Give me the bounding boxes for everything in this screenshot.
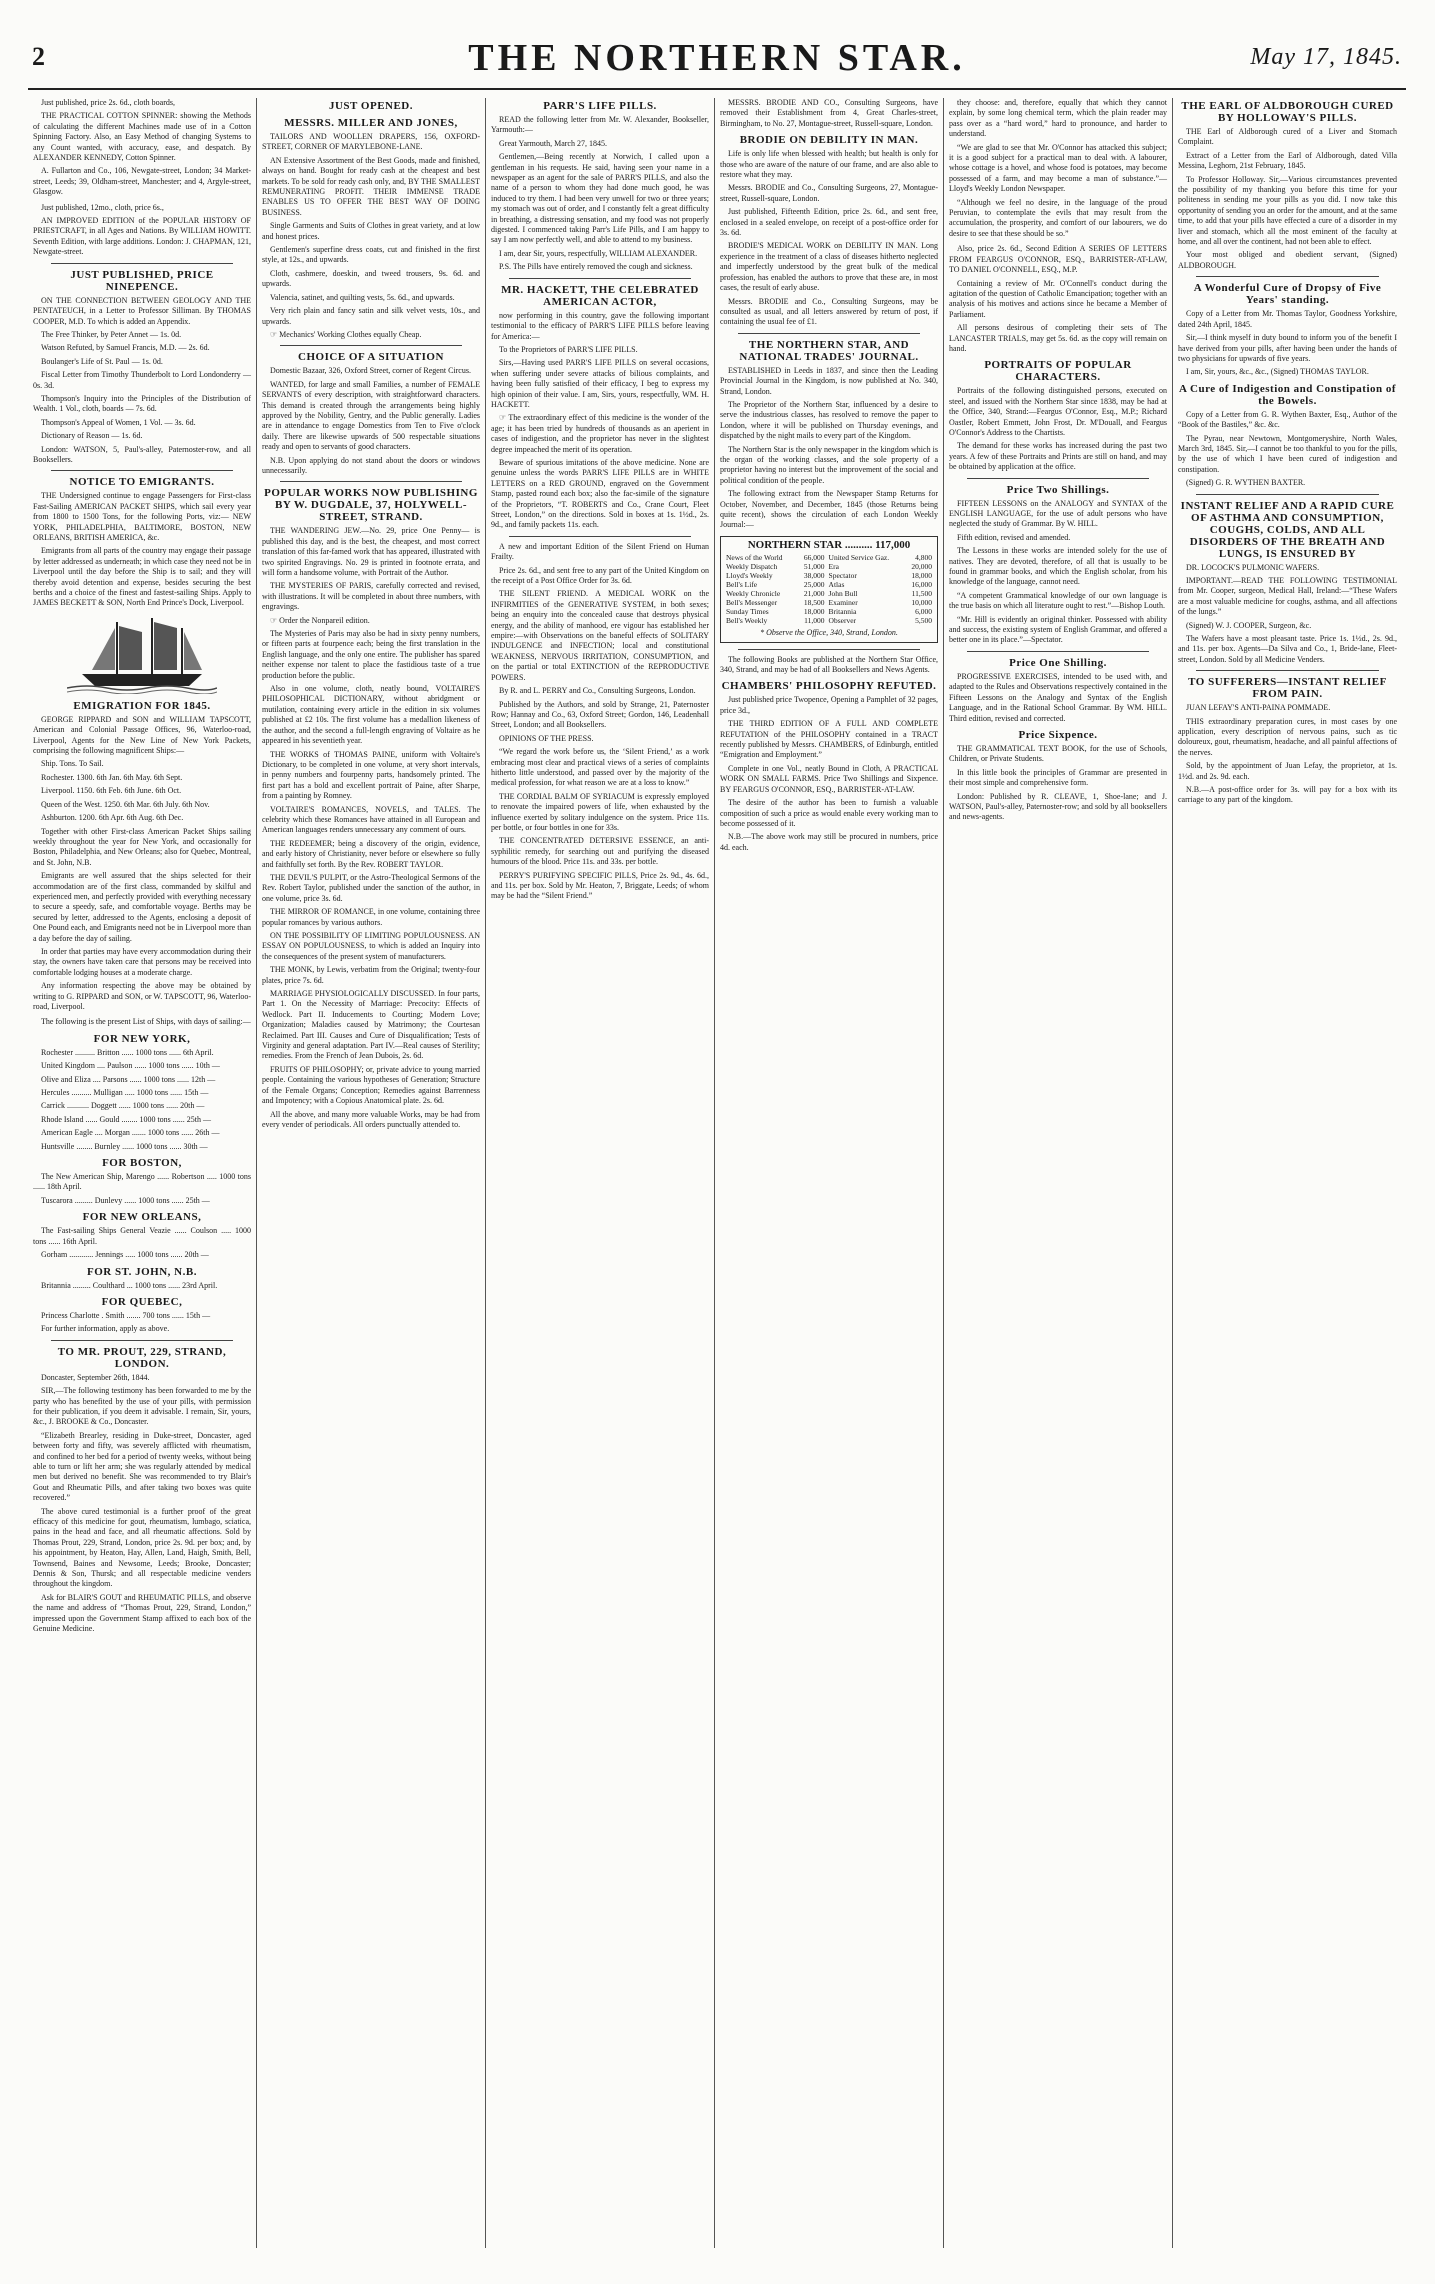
ad-paragraph: The Proprietor of the Northern Star, influenced by a desire to serve the industrious classes, has resolved to remove the paper to London, where it will be published on Thursday evenings, and dispatched by the night mails to every part of the Kingdom. bbox=[720, 399, 938, 441]
ad-paragraph: OPINIONS OF THE PRESS. bbox=[499, 733, 594, 743]
column-5 bbox=[944, 98, 1173, 2248]
ad-paragraph: FIFTEEN LESSONS on the ANALOGY and SYNTAX of the ENGLISH LANGUAGE, for the use of adult persons who have neglected the study of Grammar. By W. HILL. bbox=[949, 498, 1167, 529]
ad-heading: FOR ST. JOHN, N.B. bbox=[87, 1265, 197, 1278]
advertisement bbox=[491, 542, 709, 902]
ad-paragraph: “Mr. Hill is evidently an original thinker. Possessed with ability and success, the existing system of English Grammar, and offered a better one in its place.”—Spectator. bbox=[949, 614, 1167, 645]
ad-paragraph: Portraits of the following distinguished persons, executed on steel, and issued with the Northern Star since 1838, may be had at the Office, 340, Strand:—Feargus O'Connor, Esq., M.P.; Richard Oastler, Robert Emmett, John Frost, Dr. M'Douall, and Feargus O'Connor's Address to the Chartists. bbox=[949, 386, 1167, 437]
column-divider bbox=[51, 470, 233, 471]
ad-paragraph: Life is only life when blessed with health; but health is only for those who are aware of the nature of our frame, and are also able to restore what they may. bbox=[720, 149, 938, 180]
ad-paragraph: THIS extraordinary preparation cures, in most cases by one application, every description of nervous pains, such as tic doloureux, gout, rheumatism, headache, and all painful affections of the nerves. bbox=[1178, 716, 1397, 757]
ad-paragraph: To Professor Holloway. Sir,—Various circumstances prevented the possibility of my thanking you before this time for your politeness in sending me your pills as you did. I now take this opportunity of sending you an order for the amount, and at the same time, to add that your pills have effected a cure of a disorder in my liver and stomach, which all the most eminent of the faculty at home, and all over the continent, had not been able to effect. bbox=[1178, 174, 1397, 247]
ad-paragraph: The Northern Star is the only newspaper in the kingdom which is the organ of the working classes, and the sole property of a proprietor having no interest but the improvement of the social and political condition of the people. bbox=[720, 444, 938, 485]
ad-paragraph: Tuscarora ......... Dunlevy ...... 1000 tons ...... 25th — bbox=[41, 1195, 210, 1205]
ad-paragraph: N.B. Upon applying do not stand about the doors or windows unnecessarily. bbox=[262, 455, 480, 475]
ad-paragraph: Ship. Tons. To Sail. bbox=[41, 759, 104, 769]
ad-paragraph: Rhode Island ...... Gould ........ 1000 tons ...... 25th — bbox=[41, 1114, 211, 1124]
ad-paragraph: The New American Ship, Marengo ...... Robertson ..... 1000 tons ...... 18th April. bbox=[33, 1172, 251, 1192]
ad-heading: CHAMBERS' PHILOSOPHY REFUTED. bbox=[721, 680, 937, 693]
circulation-count: 18,000 bbox=[911, 571, 932, 581]
circulation-table bbox=[724, 553, 934, 625]
table-row bbox=[724, 616, 934, 625]
advertisement bbox=[1178, 282, 1397, 377]
ad-paragraph: ☞ Mechanics' Working Clothes equally Cheap. bbox=[270, 329, 422, 339]
paper-name: Sunday Times bbox=[726, 607, 769, 617]
circulation-count: 51,000 bbox=[803, 562, 825, 572]
advertisement bbox=[949, 98, 1167, 239]
column-2 bbox=[257, 98, 486, 2248]
column-divider bbox=[509, 278, 691, 279]
advertisement bbox=[491, 100, 709, 273]
table-row bbox=[724, 598, 934, 607]
circulation-count: 20,000 bbox=[911, 562, 932, 572]
paper-name: Observer bbox=[828, 616, 857, 626]
ad-paragraph: Messrs. BRODIE and Co., Consulting Surgeons, 27, Montague-street, Russell-square, London. bbox=[720, 183, 938, 203]
ad-paragraph: SIR,—The following testimony has been forwarded to me by the party who has benefited by the use of your pills, with permission for their publication, if you deem it advisable. I remain, Sir, yours, &c., J. BROOKE & Co., Doncaster. bbox=[33, 1386, 251, 1427]
advertisement bbox=[949, 729, 1167, 823]
advertisement bbox=[1178, 676, 1397, 806]
circulation-count: 18,500 bbox=[803, 598, 825, 608]
circulation-count: 11,000 bbox=[804, 616, 825, 626]
ad-paragraph: Messrs. BRODIE and Co., Consulting Surgeons, may be consulted as usual, and all letters answered by return of post, if containing the usual fee of £1. bbox=[720, 296, 938, 327]
ad-paragraph: Carrick ........... Doggett ...... 1000 tons ...... 20th — bbox=[41, 1101, 205, 1111]
paper-name: Atlas bbox=[828, 580, 845, 590]
ad-paragraph: Gentlemen's superfine dress coats, cut and finished in the first style, at 12s., and upwards. bbox=[262, 245, 480, 265]
ad-paragraph: In this little book the principles of Grammar are presented in their most simple and comprehensive form. bbox=[949, 767, 1167, 788]
circulation-count: 18,000 bbox=[803, 607, 825, 617]
ad-heading: A Cure of Indigestion and Constipation of the Bowels. bbox=[1178, 382, 1397, 407]
ad-paragraph: Hercules .......... Mulligan ..... 1000 tons ...... 15th — bbox=[41, 1088, 209, 1098]
ad-paragraph: Any information respecting the above may be obtained by writing to G. RIPPARD and SON, or W. TAPSCOTT, 96, Waterloo-road, Liverpool. bbox=[33, 981, 251, 1011]
advertisement bbox=[33, 700, 251, 1013]
ad-paragraph: Just published, price 2s. 6d., cloth boards, bbox=[41, 98, 175, 107]
ad-paragraph: P.S. The Pills have entirely removed the cough and sickness. bbox=[499, 262, 693, 272]
advertisement bbox=[1178, 383, 1397, 489]
ad-paragraph: ON THE POSSIBILITY OF LIMITING POPULOUSNESS. AN ESSAY ON POPULOUSNESS, to which is added an Inquiry into the consequences of the present system of manufacturers. bbox=[262, 931, 480, 961]
ad-paragraph: A new and important Edition of the Silent Friend on Human Frailty. bbox=[491, 541, 709, 562]
ad-heading: PORTRAITS OF POPULAR CHARACTERS. bbox=[984, 359, 1132, 384]
ad-paragraph: MARRIAGE PHYSIOLOGICALLY DISCUSSED. In four parts, Part 1. On the Necessity of Marriage: Precocity: Effects of Wedlock. Part II. Inducements to Courting; Modern Love; Organization; Maladies caused by Matrimony; the Courtesan Reclaimed. Part III. Causes and Cure of Disqualification; Tests of Virginity and general adaptation. Part IV.—Real causes of Sterility; remedies. From the French of Jean Dubois, 2s. 6d. bbox=[262, 989, 480, 1061]
ad-paragraph: The following extract from the Newspaper Stamp Returns for October, November, and December, 1845 (those Returns being quite recent), shows the circulation of each London Weekly Journal:— bbox=[720, 489, 938, 530]
ad-paragraph: Huntsville ........ Burnley ...... 1000 tons ...... 30th — bbox=[41, 1141, 208, 1151]
column-divider bbox=[509, 536, 691, 537]
ad-heading: MESSRS. MILLER AND JONES, bbox=[284, 117, 458, 129]
ad-paragraph: Also in one volume, cloth, neatly bound, VOLTAIRE'S PHILOSOPHICAL DICTIONARY, without abridgment or mutilation, containing every article in the edition in six volumes published at £2 10s. The first volume has a medallion likeness of the author, and the second a full-length engraving of Voltaire as he appeared in his seventieth year. bbox=[262, 684, 480, 746]
advertisement bbox=[33, 269, 251, 466]
paper-name: Weekly Chronicle bbox=[726, 589, 781, 599]
advertisement bbox=[491, 284, 709, 531]
ad-paragraph: Britannia ......... Coulthard ... 1000 tons ...... 23rd April. bbox=[41, 1280, 218, 1290]
ad-paragraph: THE CONCENTRATED DETERSIVE ESSENCE, an anti-syphilitic remedy, for searching out and purifying the diseased humours of the blood. Price 11s. and 33s. per bottle. bbox=[491, 836, 709, 867]
ad-paragraph: The Lessons in these works are intended solely for the use of natives. They are devoted, therefore, of all that is usually to be found in grammar books, and which the English scholar, from his knowledge of the language, cannot need. bbox=[949, 546, 1167, 587]
ad-paragraph: Gentlemen,—Being recently at Norwich, I called upon a gentleman in his requests. He said, having seen your name in a newspaper as an agent for the sale of PARR'S PILLS, and also the name of a person to whom they had done much good, he was induced to try them. I had been very unwell for two or three years; my stomach was out of order, and I constantly felt a great difficulty in breathing, a distressing sensation, and my food was not properly digested. I commenced taking Parr's Life Pills, and I am happy to say I am now perfectly well, and able to attend to my business. bbox=[491, 152, 709, 245]
ad-heading: NOTICE TO EMIGRANTS. bbox=[69, 476, 215, 489]
ad-heading: FOR NEW YORK, bbox=[93, 1032, 191, 1045]
ad-paragraph: THE Earl of Aldborough cured of a Liver and Stomach Complaint. bbox=[1178, 127, 1397, 147]
column-4 bbox=[715, 98, 944, 2248]
ad-paragraph: Domestic Bazaar, 326, Oxford Street, corner of Regent Circus. bbox=[270, 366, 471, 376]
ad-paragraph: THE WORKS of THOMAS PAINE, uniform with Voltaire's Dictionary, to be completed in one volume, at very short intervals, in penny numbers and fourpenny parts, handsomely printed. The first part has a bold and excellent portrait of Paine, after Sharpe, from a painting by Romney. bbox=[262, 749, 480, 801]
ad-paragraph: N.B.—The above work may still be procured in numbers, price 4d. each. bbox=[720, 832, 938, 852]
ad-heading: POPULAR WORKS NOW PUBLISHING BY W. DUGDALE, 37, HOLYWELL-STREET, STRAND. bbox=[264, 487, 478, 524]
paper-name: Era bbox=[828, 562, 839, 572]
paper-name: John Bull bbox=[828, 589, 858, 599]
ad-paragraph: Doncaster, September 26th, 1844. bbox=[41, 1372, 150, 1382]
ad-heading: A Wonderful Cure of Dropsy of Five Years' standing. bbox=[1193, 282, 1382, 307]
ad-paragraph: THE WANDERING JEW.—No. 29, price One Penny— is published this day, and is the best, the cheapest, and most correct translation of this far-famed work that has appeared, illustrated with two spirited Engravings. No. 29 is printed in footnote errata, and will form a handsome volume, with Portrait of the Author. bbox=[262, 526, 480, 577]
ad-paragraph: THE DEVIL'S PULPIT, or the Astro-Theological Sermons of the Rev. Robert Taylor, published under the sanction of the author, in one volume, price 3s. 6d. bbox=[262, 872, 480, 903]
ad-paragraph: THE MYSTERIES OF PARIS, carefully corrected and revised, with illustrations. It will be completed in about three numbers, with engravings. bbox=[262, 581, 480, 612]
ad-paragraph: “A competent Grammatical knowledge of our own language is the true basis on which all literature ought to rest.”—Bishop Louth. bbox=[949, 590, 1167, 611]
ad-paragraph: Extract of a Letter from the Earl of Aldborough, dated Villa Messina, Leghorn, 21st February, 1845. bbox=[1178, 150, 1397, 171]
paper-name: Bell's Messenger bbox=[726, 598, 778, 608]
ad-paragraph: “Although we feel no desire, in the language of the proud Peruvian, to contemplate the evils that may result from the accumulation, the prosperity, and comfort of our labourers, we do desire to see that these should be so.” bbox=[949, 197, 1167, 238]
column-divider bbox=[280, 345, 462, 346]
ad-heading: MR. HACKETT, THE CELEBRATED AMERICAN ACTOR, bbox=[501, 283, 699, 308]
ad-paragraph: Fiscal Letter from Timothy Thunderbolt to Lord Londonderry — 0s. 3d. bbox=[33, 370, 251, 390]
ad-paragraph: THE THIRD EDITION OF A FULL AND COMPLETE REFUTATION of the PHILOSOPHY contained in a TRACT recently published by Messrs. CHAMBERS, of Edinburgh, entitled “Emigration and Employment.” bbox=[720, 719, 938, 760]
ad-paragraph: THE CORDIAL BALM OF SYRIACUM is expressly employed to renovate the impaired powers of life, when exhausted by the influence exerted by solitary indulgence on the system. Price 11s. per bottle, or four bottles in one for 33s. bbox=[491, 791, 709, 832]
advertisement bbox=[949, 359, 1167, 472]
ad-paragraph: Also, price 2s. 6d., Second Edition A SERIES OF LETTERS FROM FEARGUS O'CONNOR, ESQ., BARRISTER-AT-LAW, TO DANIEL O'CONNELL, ESQ., M.P. bbox=[949, 244, 1167, 275]
advertisement bbox=[949, 244, 1167, 354]
advertisement bbox=[33, 1266, 251, 1291]
table-row bbox=[724, 562, 934, 571]
table-row bbox=[724, 580, 934, 589]
ad-paragraph: VOLTAIRE'S ROMANCES, NOVELS, and TALES. The celebrity which these Romances have attained in all European and American languages renders unnecessary any comment of ours. bbox=[262, 804, 480, 835]
advertisement bbox=[33, 1157, 251, 1206]
ad-heading: FOR BOSTON, bbox=[102, 1157, 182, 1170]
ad-paragraph: I am, Sir, yours, &c., &c., (Signed) THOMAS TAYLOR. bbox=[1186, 367, 1369, 377]
advertisement bbox=[720, 655, 938, 676]
ad-heading: JUST PUBLISHED, PRICE NINEPENCE. bbox=[70, 268, 214, 293]
ad-paragraph: I am, dear Sir, yours, respectfully, WILLIAM ALEXANDER. bbox=[499, 248, 698, 258]
ad-paragraph: Dictionary of Reason — 1s. 6d. bbox=[41, 431, 143, 441]
ad-paragraph: Published by the Authors, and sold by Strange, 21, Paternoster Row; Hannay and Co., 63, Oxford Street; Gordon, 146, Leadenhall Street, London; and all Booksellers. bbox=[491, 699, 709, 730]
circulation-note: * Observe the Office, 340, Strand, London. bbox=[760, 628, 898, 638]
advertisement bbox=[262, 100, 480, 112]
ad-paragraph: The Wafers have a most pleasant taste. Price 1s. 1½d., 2s. 9d., and 11s. per box. Agents—Da Silva and Co., 1, Bride-lane, Fleet-street, London. Sold by all Medicine Venders. bbox=[1178, 634, 1397, 664]
ad-paragraph: All the above, and many more valuable Works, may be had from every vender of periodicals. All orders punctually attended to. bbox=[262, 1109, 480, 1129]
ad-heading: THE NORTHERN STAR, AND NATIONAL TRADES' JOURNAL. bbox=[739, 338, 919, 363]
ad-paragraph: Ask for BLAIR'S GOUT and RHEUMATIC PILLS, and observe the name and address of “Thomas Prout, 229, Strand, London,” impressed upon the Government Stamp affixed to each box of the Genuine Medicine. bbox=[33, 1592, 251, 1634]
table-row bbox=[724, 589, 934, 598]
circulation-count: 10,000 bbox=[911, 598, 932, 608]
newspaper-page bbox=[28, 36, 1406, 2251]
circulation-count: 21,000 bbox=[803, 589, 825, 599]
column-3 bbox=[486, 98, 715, 2248]
ad-paragraph: Watson Refuted, by Samuel Francis, M.D. — 2s. 6d. bbox=[41, 343, 210, 353]
ad-paragraph: By R. and L. PERRY and Co., Consulting Surgeons, London. bbox=[499, 686, 696, 696]
ad-paragraph: Containing a review of Mr. O'Connell's conduct during the agitation of the question of Catholic Emancipation; together with an analysis of his motives and actions since he became a Member of Parliament. bbox=[949, 278, 1167, 319]
ad-paragraph: JUAN LEFAY'S ANTI-PAINA POMMADE. bbox=[1186, 703, 1331, 713]
advertisement bbox=[33, 1346, 251, 1635]
ad-paragraph: “Elizabeth Brearley, residing in Duke-street, Doncaster, aged between forty and fifty, was severely afflicted with rheumatism, and confined to her bed for a period of twenty weeks, without being able to turn or lift her arm; she was regularly attended by medical men but derived no benefit. She was recommended to try Blair's Gout and Rheumatic Pills, and after taking two boxes was quite recovered.” bbox=[33, 1430, 251, 1503]
advertisement bbox=[720, 98, 938, 129]
ad-paragraph: ESTABLISHED in Leeds in 1837, and since then the Leading Provincial Journal in the Kingdom, is now published at No. 340, Strand, London. bbox=[720, 365, 938, 396]
ad-paragraph: Single Garments and Suits of Clothes in great variety, and at low and honest prices. bbox=[262, 221, 480, 241]
circulation-heading: NORTHERN STAR .......... 117,000 bbox=[747, 538, 911, 551]
circulation-count: 38,000 bbox=[803, 571, 825, 581]
advertisement bbox=[262, 351, 480, 476]
advertisement bbox=[720, 134, 938, 328]
ad-heading: Price Sixpence. bbox=[1018, 728, 1098, 741]
ad-paragraph: Sirs,—Having used PARR'S LIFE PILLS on several occasions, when suffering under severe attacks of bilious complaints, and having been fully satisfied of their efficacy, I beg to express my high opinion of their value. I am, Sirs, yours, respectfully, WM. H. HACKETT. bbox=[491, 358, 709, 409]
advertisement bbox=[33, 1211, 251, 1260]
column-divider bbox=[1196, 276, 1379, 277]
paper-name: Lloyd's Weekly bbox=[726, 571, 773, 581]
column-divider bbox=[1196, 494, 1379, 495]
paper-name: Examiner bbox=[828, 598, 858, 608]
paper-name: Bell's Weekly bbox=[726, 616, 768, 626]
ad-paragraph: London: WATSON, 5, Paul's-alley, Paternoster-row, and all Booksellers. bbox=[33, 444, 251, 464]
ad-paragraph: Boulanger's Life of St. Paul — 1s. 0d. bbox=[41, 356, 163, 366]
masthead bbox=[28, 36, 1406, 90]
advertisement bbox=[33, 1017, 251, 1027]
ad-paragraph: DR. LOCOCK'S PULMONIC WAFERS. bbox=[1186, 562, 1320, 572]
ad-paragraph: To the Proprietors of PARR'S LIFE PILLS. bbox=[499, 344, 638, 354]
advertisement bbox=[262, 487, 480, 1130]
ad-paragraph: Queen of the West. 1250. 6th Mar. 6th July. 6th Nov. bbox=[41, 799, 210, 809]
ad-paragraph: THE PRACTICAL COTTON SPINNER: showing the Methods of calculating the different Machines made use of in a Cotton Spinning Factory. Also, an Easy Method of changing Systems to any Count wanted, with accuracy, ease, and despatch. By ALEXANDER KENNEDY, Cotton Spinner. bbox=[33, 111, 251, 163]
columns-container bbox=[28, 98, 1406, 2248]
advertisement bbox=[1178, 500, 1397, 666]
ad-paragraph: THE MIRROR OF ROMANCE, in one volume, containing three popular romances by various authors. bbox=[262, 907, 480, 927]
ad-heading: EMIGRATION FOR 1845. bbox=[73, 699, 211, 712]
ad-heading: FOR NEW ORLEANS, bbox=[82, 1211, 202, 1224]
ad-paragraph: Rochester. 1300. 6th Jan. 6th May. 6th Sept. bbox=[41, 772, 183, 782]
ad-paragraph: Valencia, satinet, and quilting vests, 5s. 6d., and upwards. bbox=[270, 292, 455, 302]
column-divider bbox=[738, 649, 920, 650]
column-divider bbox=[51, 1340, 233, 1341]
ad-paragraph: Just published price Twopence, Opening a Pamphlet of 32 pages, price 3d., bbox=[720, 695, 938, 715]
ad-paragraph: Just published, Fifteenth Edition, price 2s. 6d., and sent free, enclosed in a sealed envelope, on receipt of a post-office order for 3s. 6d. bbox=[720, 207, 938, 238]
ad-paragraph: The Mysteries of Paris may also be had in sixty penny numbers, or fifteen parts at fourpence each; being the first translation in the English language, and the only one entire. The publisher has spared neither expense nor talent to place the fastidious taste of a true production before the public. bbox=[262, 629, 480, 680]
ad-paragraph: AN Extensive Assortment of the Best Goods, made and finished, always on hand. Bought for ready cash at the cheapest and best markets. To be sold for ready cash only, and, BY THE SMALLEST REMUNERATING PROFIT. THEIR IMMENSE TRADE ENABLES US TO OFFER THE BEST WAY OF DOING BUSINESS. bbox=[262, 155, 480, 217]
ad-paragraph: American Eagle .... Morgan ....... 1000 tons ...... 26th — bbox=[41, 1128, 220, 1138]
circulation-table-box bbox=[720, 536, 938, 643]
ad-paragraph: Very rich plain and fancy satin and silk velvet vests, 10s., and upwards. bbox=[262, 306, 480, 326]
column-divider bbox=[51, 263, 233, 264]
ad-paragraph: Great Yarmouth, March 27, 1845. bbox=[499, 138, 607, 148]
ad-paragraph: In order that parties may have every accommodation during their stay, the owners have taken care that persons may be received into comfortable lodging houses at a moderate charge. bbox=[33, 946, 251, 977]
ad-paragraph: ON THE CONNECTION BETWEEN GEOLOGY AND THE PENTATEUCH, in a Letter to Professor Silliman. By THOMAS COOPER, M.D. To which is added an Appendix. bbox=[33, 295, 251, 326]
sailing-ship-icon bbox=[67, 614, 217, 694]
ad-paragraph: “We regard the work before us, the ‘Silent Friend,’ as a work embracing most clear and practical views of a series of complaints hitherto little understood, and passed over by the majority of the medical profession, for what reason we are at a loss to know.” bbox=[491, 747, 709, 788]
ad-paragraph: Sir,—I think myself in duty bound to inform you of the benefit I have derived from your pills, after having been under the hands of two physicians for upwards of five years. bbox=[1178, 333, 1397, 363]
ad-paragraph: Emigrants from all parts of the country may engage their passage by letter addressed as underneath; in which case they need not be in Liverpool until the day before the Ship is to sail; and they will thereby avoid detention and expense, besides securing the best berths and a choice of the finest and fastest-sailing Ships. Apply to JAMES BECKETT & SON, North End Prince's Dock, Liverpool. bbox=[33, 546, 251, 608]
advertisement bbox=[720, 339, 938, 531]
column-divider bbox=[738, 333, 920, 334]
ad-paragraph: PROGRESSIVE EXERCISES, intended to be used with, and adapted to the Rules and Observations respectively contained in the Fifteen Lessons on the Analogy and Syntax of the English Language, and in the Rational School Grammar. By WM. HILL. Third edition, revised and corrected. bbox=[949, 671, 1167, 723]
ad-paragraph: “We are glad to see that Mr. O'Connor has attacked this subject; it is a good subject for a practical man to deal with. A labourer, whose cottage is a hovel, and whose food is potatoes, may become possessed of a farm, and may become a man of substance.”—Lloyd's Weekly London Newspaper. bbox=[949, 142, 1167, 194]
advertisement bbox=[1178, 100, 1397, 271]
advertisement bbox=[262, 117, 480, 340]
ad-paragraph: Princess Charlotte . Smith ....... 700 tons ...... 15th — bbox=[41, 1310, 211, 1320]
ad-paragraph: IMPORTANT.—READ THE FOLLOWING TESTIMONIAL from Mr. Cooper, surgeon, Medical Hall, Ireland:—“These Wafers are a most valuable medicine for coughs, asthma, and all affections of the lungs.” bbox=[1178, 575, 1397, 617]
ad-paragraph: Beware of spurious imitations of the above medicine. None are genuine unless the words PARR'S LIFE PILLS are in WHITE LETTERS on a RED GROUND, engraved on the Government Stamp, pasted round each box; also the fac-simile of the signature of the Proprietors, “T. ROBERTS and Co., Crane Court, Fleet Street, London,” on the directions. Sold in boxes at 1s. 1½d., 2s. 9d., and family packets 11s. each. bbox=[491, 457, 709, 530]
advertisement bbox=[949, 484, 1167, 646]
page-number: 2 bbox=[32, 42, 45, 71]
advertisement bbox=[720, 680, 938, 853]
issue-date: May 17, 1845. bbox=[1250, 44, 1402, 70]
ad-paragraph: The Free Thinker, by Peter Annet — 1s. 0d. bbox=[41, 329, 182, 339]
ad-paragraph: Emigrants are well assured that the ships selected for their accommodation are of the first class, commanded by skilful and experienced men, and perfectly provided with everything necessary to secure a speedy, safe, and comfortable voyage. Berths may be secured by letter, addressed to the Agents, enclosing a deposit of One Pound each, and Emigrants need not be in Liverpool more than a day before the day of sailing. bbox=[33, 871, 251, 943]
column-1 bbox=[28, 98, 257, 2248]
column-6 bbox=[1173, 98, 1402, 2248]
ad-paragraph: Olive and Eliza .... Parsons ...... 1000 tons ...... 12th — bbox=[41, 1074, 216, 1084]
ad-paragraph: TAILORS AND WOOLLEN DRAPERS, 156, OXFORD-STREET, CORNER OF MARYLEBONE-LANE. bbox=[262, 132, 480, 152]
circulation-count: 6,000 bbox=[915, 607, 932, 617]
advertisement bbox=[33, 1296, 251, 1335]
table-row bbox=[724, 607, 934, 616]
ad-paragraph: PERRY'S PURIFYING SPECIFIC PILLS, Price 2s. 9d., 4s. 6d., and 11s. per box. Sold by Mr. Heaton, 7, Briggate, Leeds; of whom may be had the “Silent Friend.” bbox=[491, 870, 709, 901]
ad-paragraph: Sold, by the appointment of Juan Lefay, the proprietor, at 1s. 1½d. and 2s. 9d. each. bbox=[1178, 761, 1397, 781]
advertisement bbox=[33, 476, 251, 608]
ad-paragraph: now performing in this country, gave the following important testimonial to the efficacy of PARR'S LIFE PILLS before leaving for America:— bbox=[491, 310, 709, 341]
ad-heading: Price Two Shillings. bbox=[1006, 483, 1110, 496]
circulation-count: 66,000 bbox=[803, 553, 825, 563]
ad-paragraph: Cloth, cashmere, doeskin, and tweed trousers, 9s. 6d. and upwards. bbox=[262, 268, 480, 289]
ad-paragraph: THE GRAMMATICAL TEXT BOOK, for the use of Schools, Children, or Private Students. bbox=[949, 743, 1167, 764]
column-divider bbox=[280, 481, 462, 482]
ad-paragraph: The above cured testimonial is a further proof of the great efficacy of this medicine for gout, rheumatism, lumbago, sciatica, pains in the head and face, and all rheumatic affections. Sold by Thomas Prout, 229, Strand, London, price 2s. 9d. per box; and, by his appointment, by Heaton, Hay, Allen, Land, Haigh, Smith, Bell, Townsend, Baines and Newsome, Leeds; Brooke, Doncaster; Dennis & Son, Thursk; and all respectable medicine venders throughout the kingdom. bbox=[33, 1506, 251, 1589]
paper-name: United Service Gaz. bbox=[828, 553, 890, 563]
ad-paragraph: All persons desirous of completing their sets of The LANCASTER TRIALS, may get 5s. 6d. as the copy will remain on hand. bbox=[949, 323, 1167, 353]
ad-paragraph: United Kingdom .... Paulson ...... 1000 tons ...... 10th — bbox=[41, 1061, 220, 1071]
ad-paragraph: FRUITS OF PHILOSOPHY; or, private advice to young married people. Containing the various hypotheses of Generation; Structure of the Female Organs; Conception; Remedies against Barrenness and Impotency; with a Copious Anatomical plate. 2s. 6d. bbox=[262, 1064, 480, 1106]
ad-paragraph: THE MONK, by Lewis, verbatim from the Original; twenty-four plates, price 7s. 6d. bbox=[262, 965, 480, 985]
ad-heading: INSTANT RELIEF AND A RAPID CURE OF ASTHMA AND CONSUMPTION, COUGHS, COLDS, AND ALL DISORDERS OF THE BREATH AND LUNGS, IS ENSURED BY bbox=[1180, 499, 1395, 560]
ad-paragraph: READ the following letter from Mr. W. Alexander, Bookseller, Yarmouth:— bbox=[491, 115, 709, 135]
ad-paragraph: BRODIE'S MEDICAL WORK on DEBILITY IN MAN. Long experience in the treatment of a class of diseases hitherto neglected and imperfectly understood by the great bulk of the medical profession, has enabled the authors to prove that these are, in most cases, the result of early abuse. bbox=[720, 241, 938, 293]
ad-heading: JUST OPENED. bbox=[328, 100, 414, 112]
ad-paragraph: Complete in one Vol., neatly Bound in Cloth, A PRACTICAL WORK ON SMALL FARMS. Price Two Shillings and Sixpence. BY FEARGUS O'CONNOR, ESQ., BARRISTER-AT-LAW. bbox=[720, 763, 938, 794]
advertisement bbox=[949, 657, 1167, 724]
ad-heading: THE EARL OF ALDBOROUGH CURED BY HOLLOWAY'S PILLS. bbox=[1181, 100, 1394, 124]
ad-paragraph: Liverpool. 1150. 6th Feb. 6th June. 6th Oct. bbox=[41, 786, 182, 796]
paper-name: Britannia bbox=[828, 607, 857, 617]
circulation-count: 4,800 bbox=[915, 553, 932, 563]
circulation-count: 5,500 bbox=[915, 616, 932, 626]
ad-heading: TO SUFFERERS—INSTANT RELIEF FROM PAIN. bbox=[1188, 676, 1387, 701]
column-divider bbox=[1196, 670, 1379, 671]
ad-paragraph: A. Fullarton and Co., 106, Newgate-street, London; 34 Market-street, Leeds; 39, Oldham-street, Manchester; and 4, Argyle-street, Glasgow. bbox=[33, 166, 251, 197]
ad-paragraph: Gorham ............ Jennings ..... 1000 tons ...... 20th — bbox=[41, 1250, 209, 1260]
ad-paragraph: The following Books are published at the Northern Star Office, 340, Strand, and may be had of all Booksellers and News Agents. bbox=[720, 654, 938, 675]
ad-paragraph: Copy of a Letter from Mr. Thomas Taylor, Goodness Yorkshire, dated 24th April, 1845. bbox=[1178, 309, 1397, 329]
ad-paragraph: N.B.—A post-office order for 3s. will pay for a box with its carriage to any part of the kingdom. bbox=[1178, 785, 1397, 805]
ad-paragraph: AN IMPROVED EDITION of the POPULAR HISTORY OF PRIESTCRAFT, in all Ages and Nations. By WILLIAM HOWITT. Seventh Edition, with large additions. London: J. CHAPMAN, 121, Newgate-street. bbox=[33, 216, 251, 257]
ad-paragraph: London: Published by R. CLEAVE, 1, Shoe-lane; and J. WATSON, Paul's-alley, Paternoster-row; and sold by all booksellers and news-agents. bbox=[949, 791, 1167, 822]
ad-paragraph: The desire of the author has been to furnish a valuable composition of such a price as would enable every working man to become possessed of it. bbox=[720, 798, 938, 828]
advertisement bbox=[33, 203, 251, 258]
paper-name: Weekly Dispatch bbox=[726, 562, 778, 572]
ad-heading: TO MR. PROUT, 229, STRAND, LONDON. bbox=[57, 1345, 227, 1370]
table-row bbox=[724, 553, 934, 562]
paper-name: Spectator bbox=[828, 571, 857, 581]
ad-paragraph: The Fast-sailing Ships General Veazie ...... Coulson ..... 1000 tons ...... 16th April. bbox=[33, 1226, 251, 1246]
ad-paragraph: Thompson's Appeal of Women, 1 Vol. — 3s. 6d. bbox=[41, 417, 196, 427]
ad-paragraph: Thompson's Inquiry into the Principles of the Distribution of Wealth. 1 Vol., cloth, boards — 7s. 6d. bbox=[33, 393, 251, 414]
ad-paragraph: Rochester .......... Britton ...... 1000 tons ...... 6th April. bbox=[41, 1047, 214, 1057]
ad-paragraph: THE SILENT FRIEND. A MEDICAL WORK on the INFIRMITIES of the GENERATIVE SYSTEM, in both sexes; being an enquiry into the concealed cause that destroys physical energy, and the ability of manhood, ere vigour has established her empire:—with Observations on the baneful effects of SOLITARY INDULGENCE and INFECTION; local and constitutional WEAKNESS, NERVOUS IRRITATION, CONSUMPTION, and on the partial or total EXTINCTION of the REPRODUCTIVE POWERS. bbox=[491, 589, 709, 682]
ad-heading: CHOICE OF A SITUATION bbox=[298, 351, 444, 364]
ad-paragraph: Fifth edition, revised and amended. bbox=[957, 532, 1071, 542]
column-divider bbox=[967, 651, 1149, 652]
paper-name: Bell's Life bbox=[726, 580, 758, 590]
advertisement bbox=[33, 1033, 251, 1152]
ad-paragraph: THE Undersigned continue to engage Passengers for First-class Fast-Sailing AMERICAN PACKET SHIPS, which sail every year from 1800 to 1500 Tons, for the following Ports, viz:— NEW YORK, PHILADELPHIA, BALTIMORE, BOSTON, NEW ORLEANS, BRITISH AMERICA, &c. bbox=[33, 491, 251, 542]
ad-paragraph: Price 2s. 6d., and sent free to any part of the United Kingdom on the receipt of a Post Office Order for 3s. 6d. bbox=[491, 565, 709, 586]
ad-paragraph: GEORGE RIPPARD and SON and WILLIAM TAPSCOTT, American and Colonial Passage Offices, 96, Waterloo-road, Liverpool, Agents for the New Line of New York Packets, comprising the following magnificent Ships:— bbox=[33, 714, 251, 756]
advertisement bbox=[33, 98, 251, 198]
ad-paragraph: The Pyrau, near Newtown, Montgomeryshire, North Wales, March 3rd, 1845. Sir,—I cannot be too thankful to you for the pills, by the use of which I have been cured of indigestion and constipation. bbox=[1178, 433, 1397, 474]
ad-paragraph: ☞ Order the Nonpareil edition. bbox=[270, 615, 370, 625]
ad-heading: BRODIE ON DEBILITY IN MAN. bbox=[739, 134, 919, 147]
ad-paragraph: MESSRS. BRODIE AND CO., Consulting Surgeons, have removed their Establishment from 4, Great Charles-street, Birmingham, to No. 27, Montague-street, Russell-square, London. bbox=[720, 98, 938, 128]
ad-paragraph: Just published, 12mo., cloth, price 6s., bbox=[41, 202, 164, 212]
ad-heading: PARR'S LIFE PILLS. bbox=[543, 100, 657, 112]
column-divider bbox=[967, 478, 1149, 479]
ad-paragraph: Together with other First-class American Packet Ships sailing weekly throughout the year for New York, and occasionally for Boston, Philadelphia, and New Orleans; also for Quebec, Montreal, and St. John, N.B. bbox=[33, 826, 251, 867]
circulation-count: 16,000 bbox=[911, 580, 932, 590]
ad-paragraph: For further information, apply as above. bbox=[41, 1324, 170, 1334]
paper-name: News of the World bbox=[726, 553, 783, 563]
ad-paragraph: (Signed) G. R. WYTHEN BAXTER. bbox=[1186, 478, 1306, 488]
ad-paragraph: The demand for these works has increased during the past two years. A few of these Portraits and Prints are still on hand, and may be obtained by application at the office. bbox=[949, 441, 1167, 472]
ad-heading: FOR QUEBEC, bbox=[101, 1295, 183, 1308]
ad-paragraph: ☞ The extraordinary effect of this medicine is the wonder of the age; it has been tried by hundreds of thousands as an aperient in cases of indigestion, and the proprietor has never in the slightest degree impeached the merit of its operation. bbox=[491, 413, 709, 454]
circulation-count: 11,500 bbox=[911, 589, 932, 599]
ad-paragraph: (Signed) W. J. COOPER, Surgeon, &c. bbox=[1186, 620, 1312, 630]
table-row bbox=[724, 571, 934, 580]
newspaper-title: THE NORTHERN STAR. bbox=[468, 37, 966, 79]
ad-paragraph: THE REDEEMER; being a discovery of the origin, evidence, and early history of Christianity, never before or elsewhere so fully and faithfully set forth. By the Rev. ROBERT TAYLOR. bbox=[262, 838, 480, 869]
ad-paragraph: they choose: and, therefore, equally that which they cannot explain, by some long chemical term, which the plain reader may pass over as a “hard word,” hard to pronounce, and harder to understand. bbox=[949, 98, 1167, 139]
ad-paragraph: WANTED, for large and small Families, a number of FEMALE SERVANTS of every description, with straightforward characters. This demand is created through the arrangements being highly approved by the Nobility, Gentry, and the Public generally. Ladies are in attendance to engage Domestics from Ten to Five o'clock daily. There are likewise upwards of 500 respectable situations ready and open to servants of good characters. bbox=[262, 379, 480, 452]
ad-heading: Price One Shilling. bbox=[1009, 656, 1107, 669]
ad-paragraph: Your most obliged and obedient servant, (Signed) ALDBOROUGH. bbox=[1178, 250, 1397, 270]
circulation-count: 25,000 bbox=[803, 580, 825, 590]
ad-paragraph: The following is the present List of Ships, with days of sailing:— bbox=[41, 1017, 251, 1027]
ad-paragraph: Copy of a Letter from G. R. Wythen Baxter, Esq., Author of the “Book of the Bastiles,” &c. &c. bbox=[1178, 409, 1397, 430]
ad-paragraph: Ashburton. 1200. 6th Apr. 6th Aug. 6th Dec. bbox=[41, 813, 184, 823]
